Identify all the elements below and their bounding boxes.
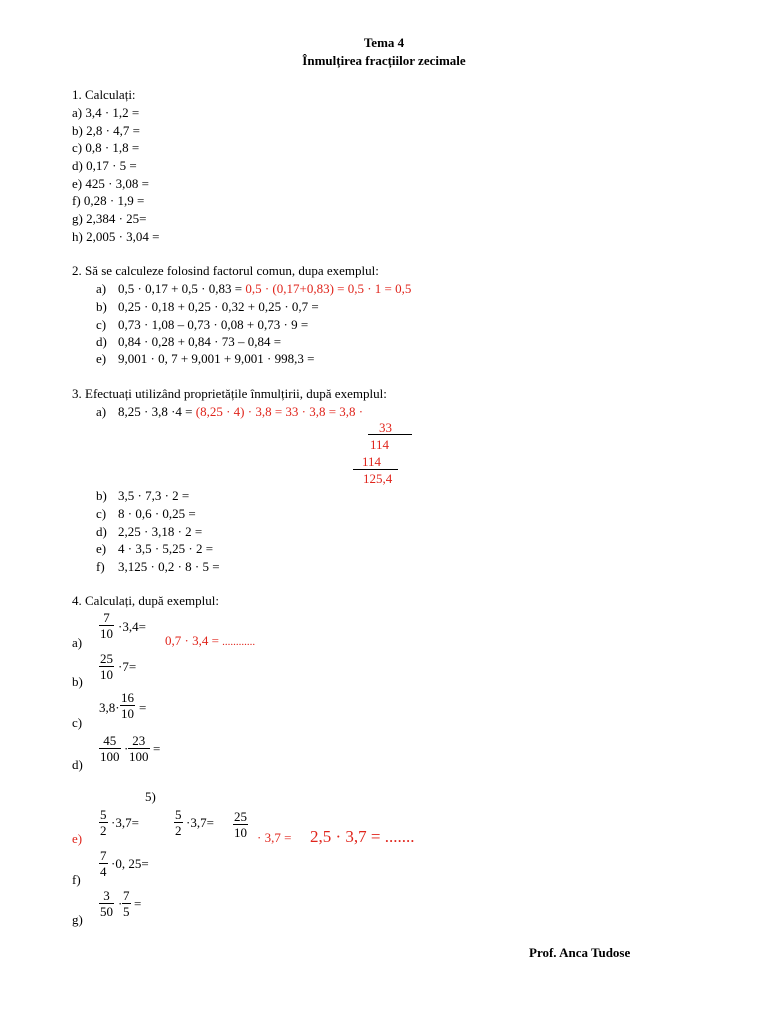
author-signature: Prof. Anca Tudose xyxy=(529,945,631,960)
ex3-work-result: 125,4 xyxy=(363,471,393,486)
ex4-d-numerator-2: 23 xyxy=(132,733,146,748)
ex4-e-numerator-c: 25 xyxy=(234,809,247,824)
ex3-item-label: e) xyxy=(96,541,107,556)
ex1-item-h: h) 2,005 · 3,04 = xyxy=(72,229,160,244)
ex3-item-label: f) xyxy=(96,559,105,574)
ex4-f-numerator: 7 xyxy=(100,848,107,863)
ex3-heading: 3. Efectuați utilizând proprietățile înmulțirii, după exemplul: xyxy=(72,386,387,401)
ex3-item-label: d) xyxy=(96,524,107,539)
ex4-d-denominator-2: 100 xyxy=(129,749,149,764)
ex4-c-rest: = xyxy=(139,700,147,715)
ex4-b-rest: ·7= xyxy=(118,659,137,674)
ex4-d-denominator-1: 100 xyxy=(100,749,120,764)
ex4-g-numerator-1: 3 xyxy=(103,888,110,903)
ex3-expr-d: 2,25 · 3,18 · 2 = xyxy=(118,524,203,539)
ex1-item-e: e) 425 · 3,08 = xyxy=(72,176,150,191)
ex4-e-rest: ·3,7= xyxy=(111,815,139,830)
ex3-work-rule-1 xyxy=(368,434,412,435)
ex4-e-fraction-b xyxy=(174,807,183,838)
ex4-c-pre: 3,8· xyxy=(99,700,120,715)
ex4-g-denominator-1: 50 xyxy=(100,904,113,919)
ex4-e-label: e) xyxy=(72,831,83,846)
ex2-expr-d: 0,84 · 0,28 + 0,84 · 73 – 0,84 = xyxy=(118,334,282,349)
ex4-f-rest: ·0, 25= xyxy=(111,856,149,871)
ex2-item-label: d) xyxy=(96,334,107,349)
ex4-c-label: c) xyxy=(72,715,83,730)
ex2-heading: 2. Să se calculeze folosind factorul comun, dupa exemplul: xyxy=(72,263,379,278)
ex2-expr-c: 0,73 · 1,08 – 0,73 · 0,08 + 0,73 · 9 = xyxy=(118,317,309,332)
ex4-d-fraction-2 xyxy=(128,733,150,764)
ex3-expr-e: 4 · 3,5 · 5,25 · 2 = xyxy=(118,541,214,556)
ex4-e-denominator: 2 xyxy=(100,823,107,838)
ex2-item-label: e) xyxy=(96,351,107,366)
ex4-a-denominator: 10 xyxy=(100,626,113,641)
ex4-g-numerator-2: 7 xyxy=(123,888,130,903)
ex4-c-fraction xyxy=(120,690,135,721)
ex4-d-mid: · xyxy=(124,741,129,756)
ex2-expr-b: 0,25 · 0,18 + 0,25 · 0,32 + 0,25 · 0,7 = xyxy=(118,299,319,314)
ex1-item-a: a) 3,4 · 1,2 = xyxy=(72,105,140,120)
ex4-a-answer xyxy=(165,633,255,650)
ex1-item-g: g) 2,384 · 25= xyxy=(72,211,147,226)
ex4-a-answer-main: 0,7 · 3,4 = xyxy=(165,633,223,648)
ex4-heading: 4. Calculați, după exemplul: xyxy=(72,593,219,608)
ex4-g-rest: = xyxy=(134,896,142,911)
ex4-g-fraction-1 xyxy=(99,888,114,919)
ex4-e-answer-small: · 3,7 = xyxy=(257,830,292,845)
ex3-example-label: a) xyxy=(96,404,107,419)
ex4-e-denominator-b: 2 xyxy=(175,823,182,838)
ex1-item-c: c) 0,8 · 1,8 = xyxy=(72,140,140,155)
ex4-a-label: a) xyxy=(72,635,83,650)
ex2-expr-a: 0,5 · 0,17 + 0,5 · 0,83 = xyxy=(118,281,243,296)
ex3-item-label: c) xyxy=(96,506,107,521)
document-title: Tema 4 xyxy=(363,35,405,50)
ex2-item-label: a) xyxy=(96,281,107,296)
ex2-answer-a: 0,5 · (0,17+0,83) = 0,5 · 1 = 0,5 xyxy=(245,281,412,296)
ex1-item-b: b) 2,8 · 4,7 = xyxy=(72,123,140,138)
ex4-d-numerator-1: 45 xyxy=(103,733,117,748)
ex4-e-numerator: 5 xyxy=(100,807,107,822)
ex4-b-label: b) xyxy=(72,674,83,689)
ex4-f-denominator: 4 xyxy=(100,864,107,879)
ex4-a-rest: ·3,4= xyxy=(118,619,146,634)
ex3-work-partial-2: 114 xyxy=(362,454,382,469)
ex4-e-denominator-c: 10 xyxy=(234,825,247,840)
ex2-expr-e: 9,001 · 0, 7 + 9,001 + 9,001 · 998,3 = xyxy=(118,351,315,366)
ex3-expr-c: 8 · 0,6 · 0,25 = xyxy=(118,506,196,521)
ex3-work-partial-1: 114 xyxy=(370,437,390,452)
ex2-item-expr xyxy=(118,281,411,297)
ex3-answer-a: (8,25 · 4) · 3,8 = 33 · 3,8 = 3,8 · xyxy=(195,404,364,419)
ex4-b-numerator: 25 xyxy=(100,651,113,666)
ex3-expr-f: 3,125 · 0,2 · 8 · 5 = xyxy=(118,559,220,574)
ex4-e-numerator-b: 5 xyxy=(175,807,182,822)
ex4-d-rest: = xyxy=(153,741,161,756)
ex4-a-numerator: 7 xyxy=(103,610,110,625)
ex4-d-label: d) xyxy=(72,757,83,772)
ex4-e-fraction xyxy=(99,807,108,838)
ex4-g-fraction-2 xyxy=(122,888,131,919)
ex4-g-denominator-2: 5 xyxy=(123,904,130,919)
document-subtitle: Înmulțirea fracțiilor zecimale xyxy=(302,53,466,68)
ex4-e-rest-b: ·3,7= xyxy=(186,815,214,830)
ex3-example-expr xyxy=(118,404,363,420)
ex3-work-rule-2 xyxy=(353,469,398,470)
ex4-c-numerator: 16 xyxy=(121,690,134,705)
ex4-f-fraction xyxy=(99,848,108,879)
ex4-d-fraction-1 xyxy=(99,733,121,764)
ex1-item-d: d) 0,17 · 5 = xyxy=(72,158,137,173)
ex1-item-f: f) 0,28 · 1,9 = xyxy=(72,193,145,208)
ex4-b-fraction xyxy=(99,651,114,682)
ex2-item-label: b) xyxy=(96,299,107,314)
ex4-e-answer-big: 2,5 · 3,7 = ....... xyxy=(310,827,415,846)
ex4-g-mid: · xyxy=(118,896,123,911)
ex2-item-label: c) xyxy=(96,317,107,332)
ex4-c-denominator: 10 xyxy=(121,706,134,721)
item-five-marker: 5) xyxy=(145,789,156,804)
ex3-expr-a: 8,25 · 3,8 ·4 = xyxy=(118,404,193,419)
ex3-work-multiplier: 33 xyxy=(379,420,392,435)
ex4-g-label: g) xyxy=(72,912,83,927)
ex3-item-label: b) xyxy=(96,488,107,503)
ex4-b-denominator: 10 xyxy=(100,667,113,682)
ex3-expr-b: 3,5 · 7,3 · 2 = xyxy=(118,488,190,503)
ex4-a-fraction xyxy=(99,610,114,641)
ex4-a-answer-dots: ............ xyxy=(222,636,256,648)
ex4-e-fraction-c xyxy=(233,809,248,840)
ex4-f-label: f) xyxy=(72,872,81,887)
ex1-heading: 1. Calculați: xyxy=(72,87,136,102)
